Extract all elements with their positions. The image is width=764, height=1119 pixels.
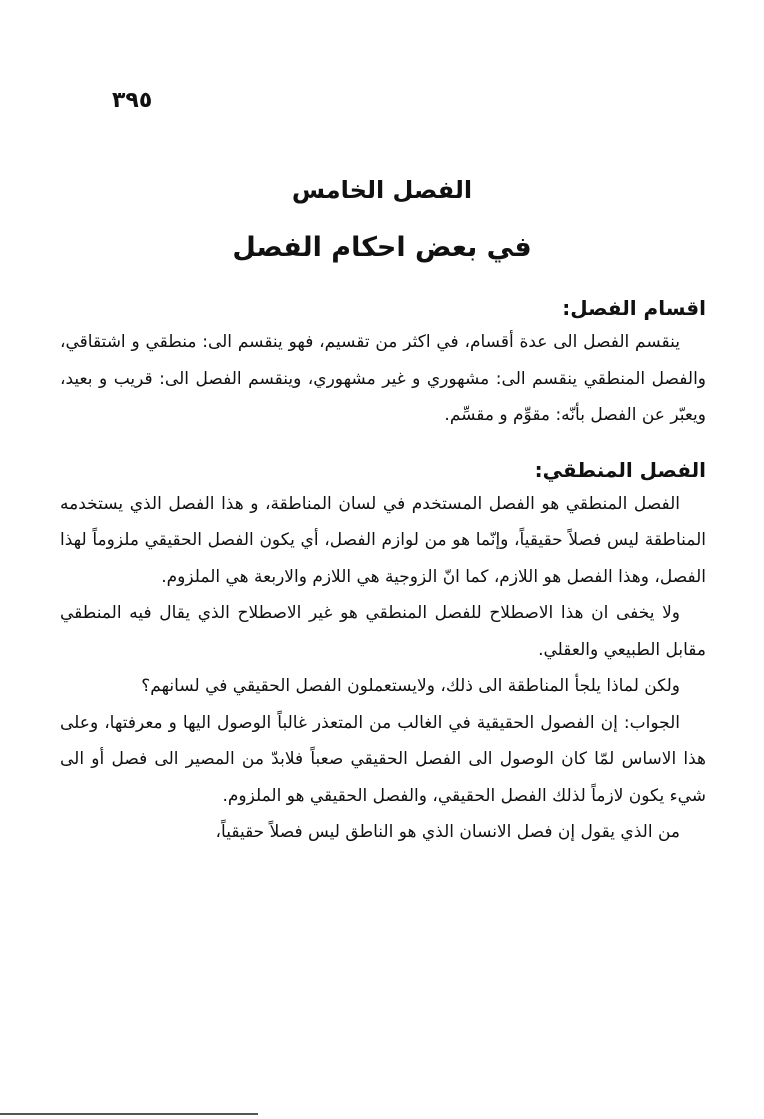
paragraph: الجواب: إن الفصول الحقيقية في الغالب من المتعذر غالباً الوصول اليها و معرفتها، وعلى هذا الاساس لمّا كان الوصول الى الفصل الحقيقي صعباً فلابدّ من المصير الى فصل أو الى شيء يكون لازماً لذلك الفصل الحقيقي، والفصل الحقيقي هو الملزوم. (60, 712, 706, 806)
chapter-title: الفصل الخامس (291, 176, 473, 204)
section-heading-divisions: اقسام الفصل: (562, 296, 706, 320)
paragraph: الفصل المنطقي هو الفصل المستخدم في لسان المناطقة، و هذا الفصل الذي يستخدمه المناطقة ليس فصلاً حقيقياً، وإنّما هو من لوازم الفصل، أي يكون الفصل الحقيقي ملزوماً لهذا الفصل، وهذا الفصل هو اللازم، كما انّ الزوجية هي اللازم والاربعة هي الملزوم. (60, 493, 706, 587)
paragraph: من الذي يقول إن فصل الانسان الذي هو الناطق ليس فصلاً حقيقياً، (215, 822, 680, 842)
section-heading-logical: الفصل المنطقي: (534, 457, 706, 482)
page-body (60, 292, 706, 851)
paragraph: ولا يخفى ان هذا الاصطلاح للفصل المنطقي هو غير الاصطلاح الذي يقال فيه المنطقي مقابل الطبيعي والعقلي. (60, 603, 706, 660)
section-logical-differentia (60, 454, 706, 851)
paragraph: ينقسم الفصل الى عدة أقسام، في اكثر من تقسيم، فهو ينقسم الى: منطقي و اشتقاقي، والفصل المنطقي ينقسم الى: مشهوري و غير مشهوري، وينقسم الفصل الى: قريب و بعيد، ويعبّر عن الفصل بأنّه: مقوِّم و مقسِّم. (60, 332, 706, 425)
section-divisions (60, 292, 706, 434)
chapter-subtitle: في بعض احكام الفصل (232, 232, 532, 263)
page-number: ٣٩٥ (112, 88, 153, 113)
paragraph: ولكن لماذا يلجأ المناطقة الى ذلك، ولايستعملون الفصل الحقيقي في لسانهم؟ (141, 676, 680, 696)
section-spacer (60, 434, 706, 454)
scan-edge-line (0, 1113, 258, 1115)
